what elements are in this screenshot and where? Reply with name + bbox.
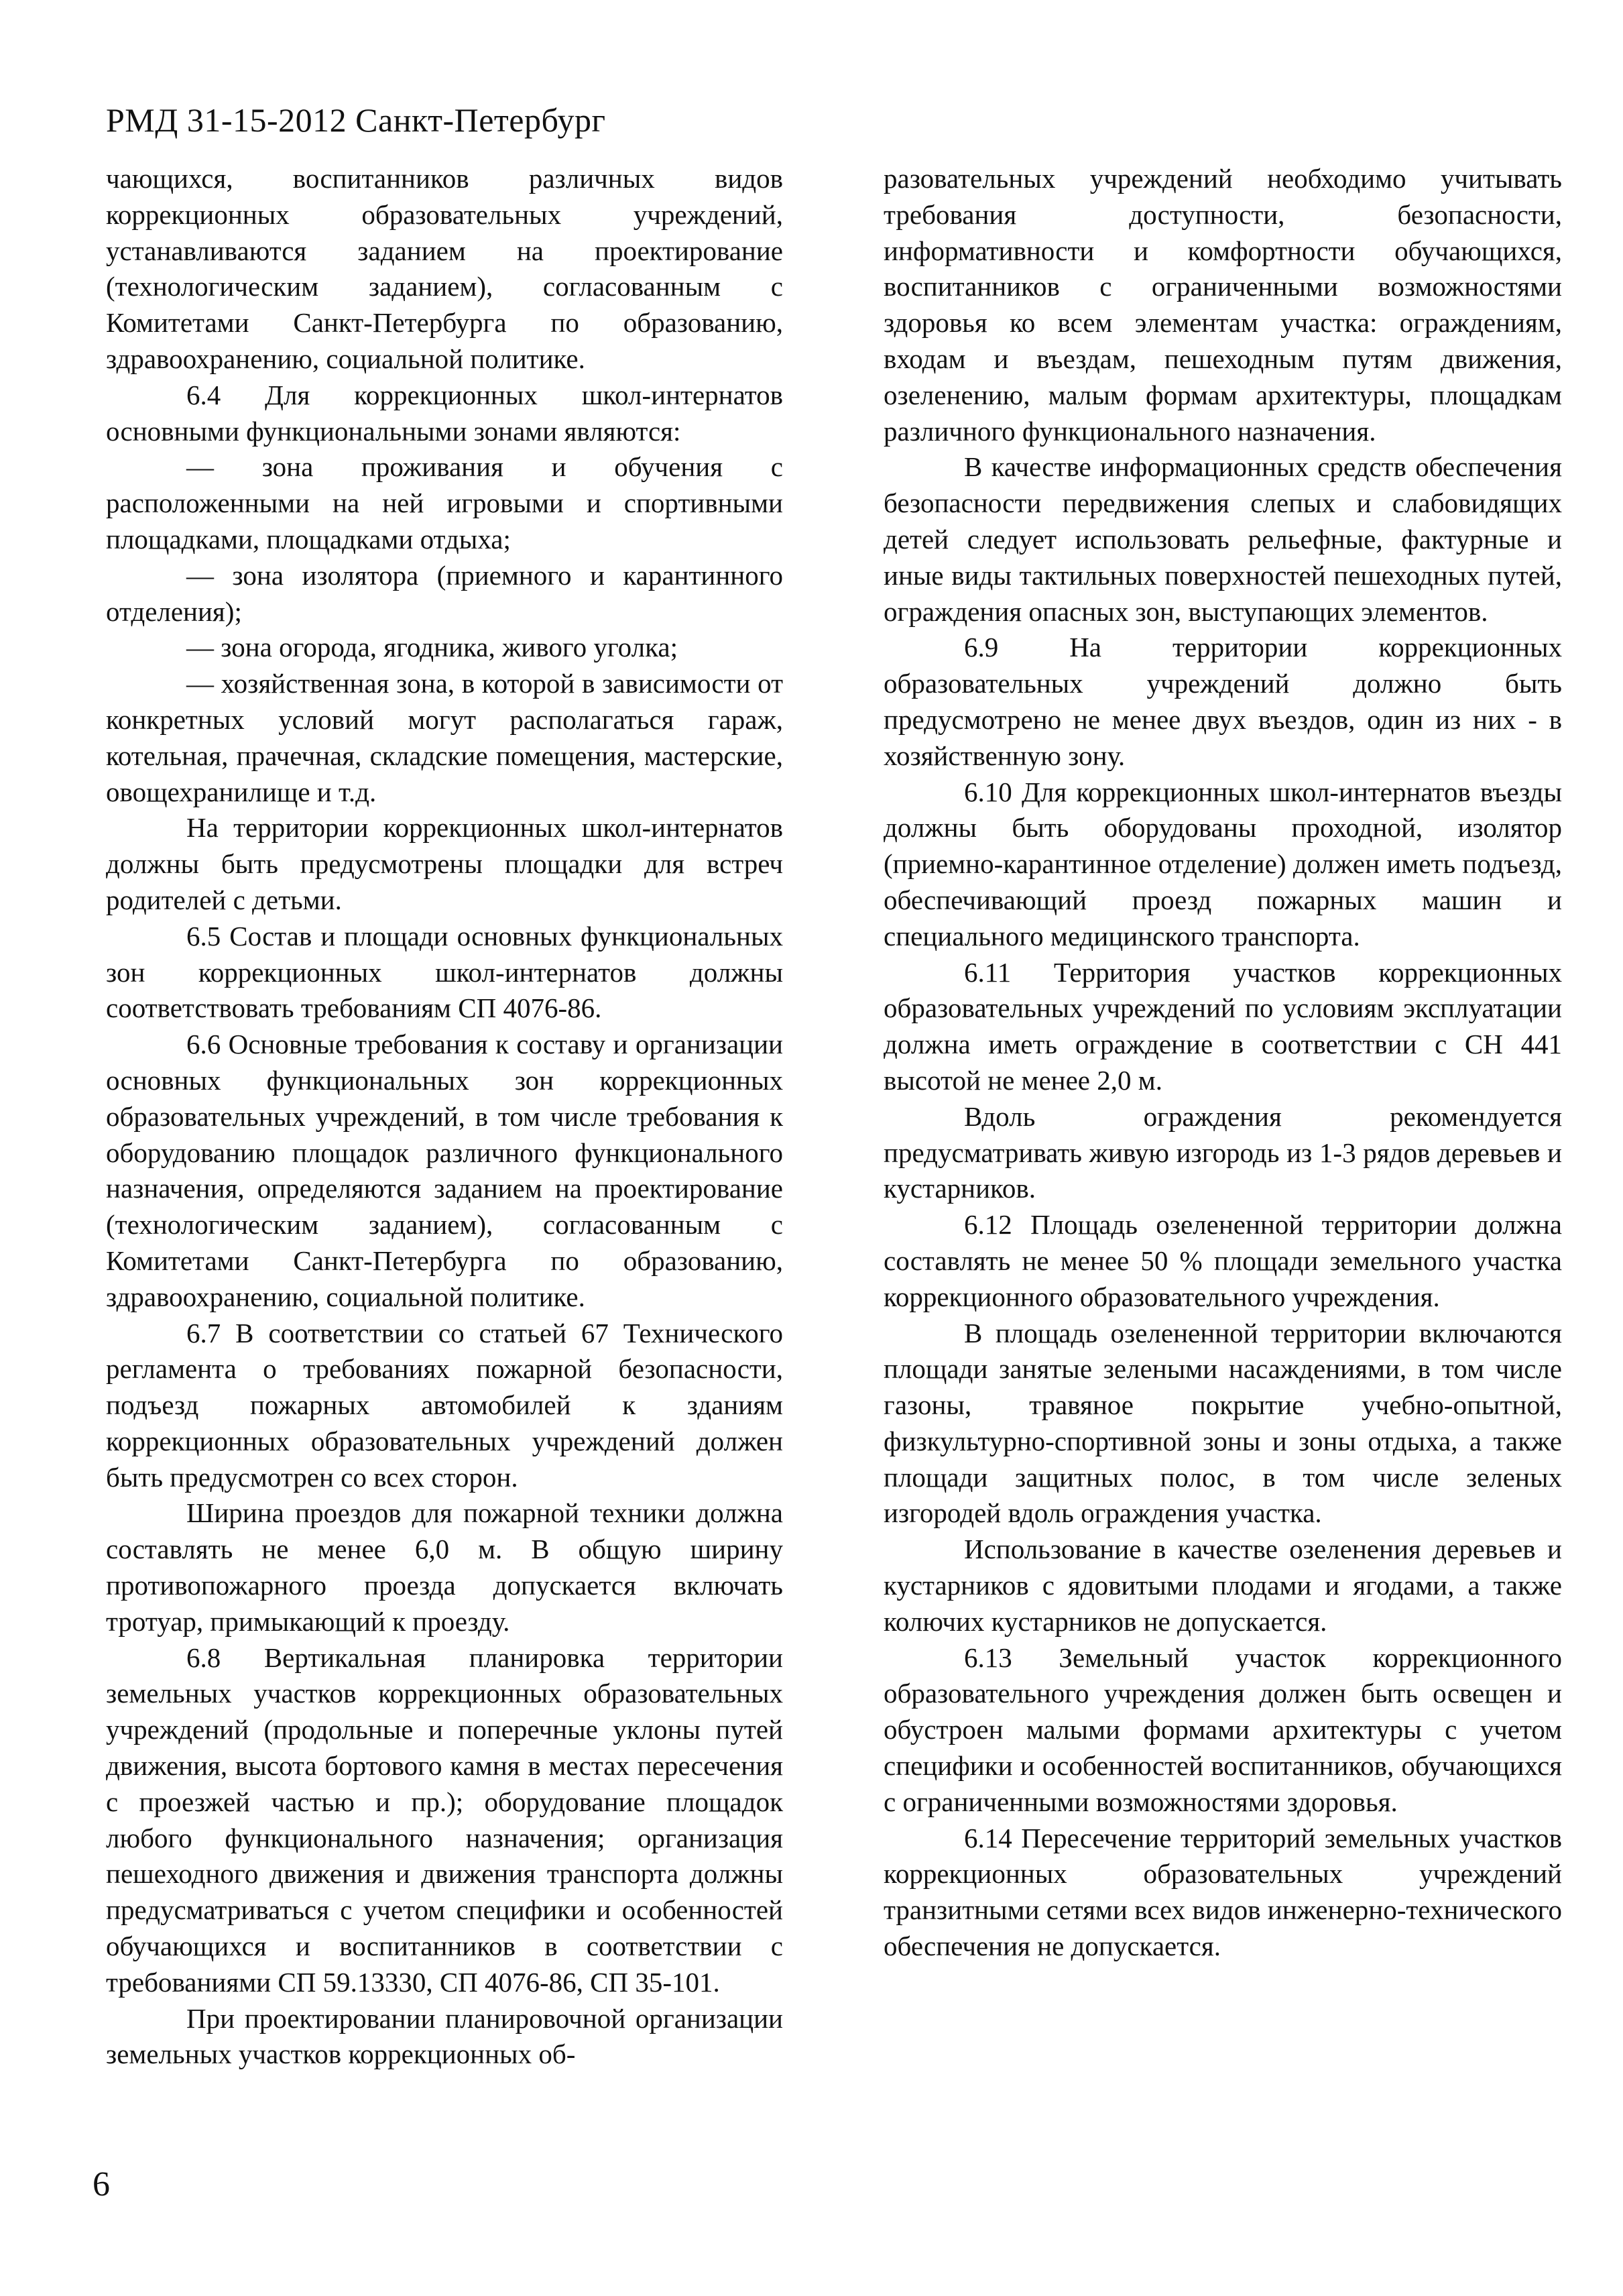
paragraph: В площадь озелененной территории включаются площади занятые зелеными насаждениями, в том числе газоны, травяное покрытие учебно-опытной, физкультурно-спортивной зоны и зоны отдыха, а также площади защитных полос, в том числе зеленых изгородей вдоль ограждения участка. [884,1317,1562,1529]
paragraph: разовательных учреждений необходимо учитывать требования доступности, безопасности, информативности и комфортности обучающихся, воспитанников с ограниченными возможностями здоровья ко всем элементам участка: ограждениям, входам и въездам, пешеходным путям движения, озеленению, малым формам архитектуры, площадкам различного функционального назначения. [884,163,1562,447]
right-text-column [884,161,1562,1965]
paragraph: 6.11 Территория участков коррекционных образовательных учреждений по условиям эксплуатации должна иметь ограждение в соответствии с СН 441 высотой не менее 2,0 м. [884,956,1562,1096]
paragraph: Вдоль ограждения рекомендуется предусматривать живую изгородь из 1-3 рядов деревьев и кустарников. [884,1100,1562,1204]
paragraph: 6.7 В соответствии со статьей 67 Технического регламента о требованиях пожарной безопасности, подъезд пожарных автомобилей к зданиям коррекционных образовательных учреждений должен быть предусмотрен со всех сторон. [106,1317,783,1493]
paragraph: 6.8 Вертикальная планировка территории земельных участков коррекционных образовательных учреждений (продольные и поперечные уклоны путей движения, высота бортового камня в местах пересечения с проезжей частью и пр.); оборудование площадок любого функционального назначения; организация пешеходного движения и движения транспорта должны предусматриваться с учетом специфики и особенностей обучающихся и воспитанников в соответствии с требованиями СП 59.13330, СП 4076-86, СП 35-101. [106,1642,783,1998]
document-header: РМД 31-15-2012 Санкт-Петербург [106,101,606,139]
paragraph: чающихся, воспитанников различных видов коррекционных образовательных учреждений, устанавливаются заданием на проектирование (технологическим заданием), согласованным с Комитетами Санкт-Петербурга по образованию, здравоохранению, социальной политике. [106,163,783,374]
paragraph: Использование в качестве озеленения деревьев и кустарников с ядовитыми плодами и ягодами, а также колючих кустарников не допускается. [884,1534,1562,1637]
paragraph: 6.9 На территории коррекционных образовательных учреждений должно быть предусмотрено не менее двух въездов, один из них - в хозяйственную зону. [884,632,1562,771]
left-text-column [106,161,783,2073]
list-item: — зона огорода, ягодника, живого уголка; [186,632,678,663]
paragraph: 6.12 Площадь озелененной территории должна составлять не менее 50 % площади земельного участка коррекционного образовательного учреждения. [884,1209,1562,1312]
page-number: 6 [93,2165,110,2203]
paragraph: 6.6 Основные требования к составу и организации основных функциональных зон коррекционных образовательных учреждений, в том числе требования к оборудованию площадок различного функционального назначения, определяются заданием на проектирование (технологическим заданием), согласованным с Комитетами Санкт-Петербурга по образованию, здравоохранению, социальной политике. [106,1029,783,1312]
list-item: — зона проживания и обучения с расположенными на ней игровыми и спортивными площадками, площадками отдыха; [106,451,783,555]
paragraph: 6.5 Состав и площади основных функциональных зон коррекционных школ-интернатов должны соответствовать требованиям СП 4076-86. [106,920,783,1024]
paragraph: 6.4 Для коррекционных школ-интернатов основными функциональными зонами являются: [106,379,783,447]
paragraph: 6.14 Пересечение территорий земельных участков коррекционных образовательных учреждений транзитными сетями всех видов инженерно-технического обеспечения не допускается. [884,1822,1562,1962]
paragraph: На территории коррекционных школ-интернатов должны быть предусмотрены площадки для встреч родителей с детьми. [106,812,783,915]
paragraph: При проектировании планировочной организации земельных участков коррекционных об- [106,2002,783,2070]
list-item: — хозяйственная зона, в которой в зависимости от конкретных условий могут располагаться гараж, котельная, прачечная, складские помещения, мастерские, овощехранилище и т.д. [106,668,783,807]
list-item: — зона изолятора (приемного и карантинного отделения); [106,559,783,627]
paragraph: Ширина проездов для пожарной техники должна составлять не менее 6,0 м. В общую ширину противопожарного проезда допускается включать тротуар, примыкающий к проезду. [106,1497,783,1637]
paragraph: В качестве информационных средств обеспечения безопасности передвижения слепых и слабовидящих детей следует использовать рельефные, фактурные и иные виды тактильных поверхностей пешеходных путей, ограждения опасных зон, выступающих элементов. [884,451,1562,627]
paragraph: 6.13 Земельный участок коррекционного образовательного учреждения должен быть освещен и обустроен малыми формами архитектуры с учетом специфики и особенностей воспитанников, обучающихся с ограниченными возможностями здоровья. [884,1642,1562,1817]
paragraph: 6.10 Для коррекционных школ-интернатов въезды должны быть оборудованы проходной, изолятор (приемно-карантинное отделение) должен иметь подъезд, обеспечивающий проезд пожарных машин и специального медицинского транспорта. [884,776,1562,952]
